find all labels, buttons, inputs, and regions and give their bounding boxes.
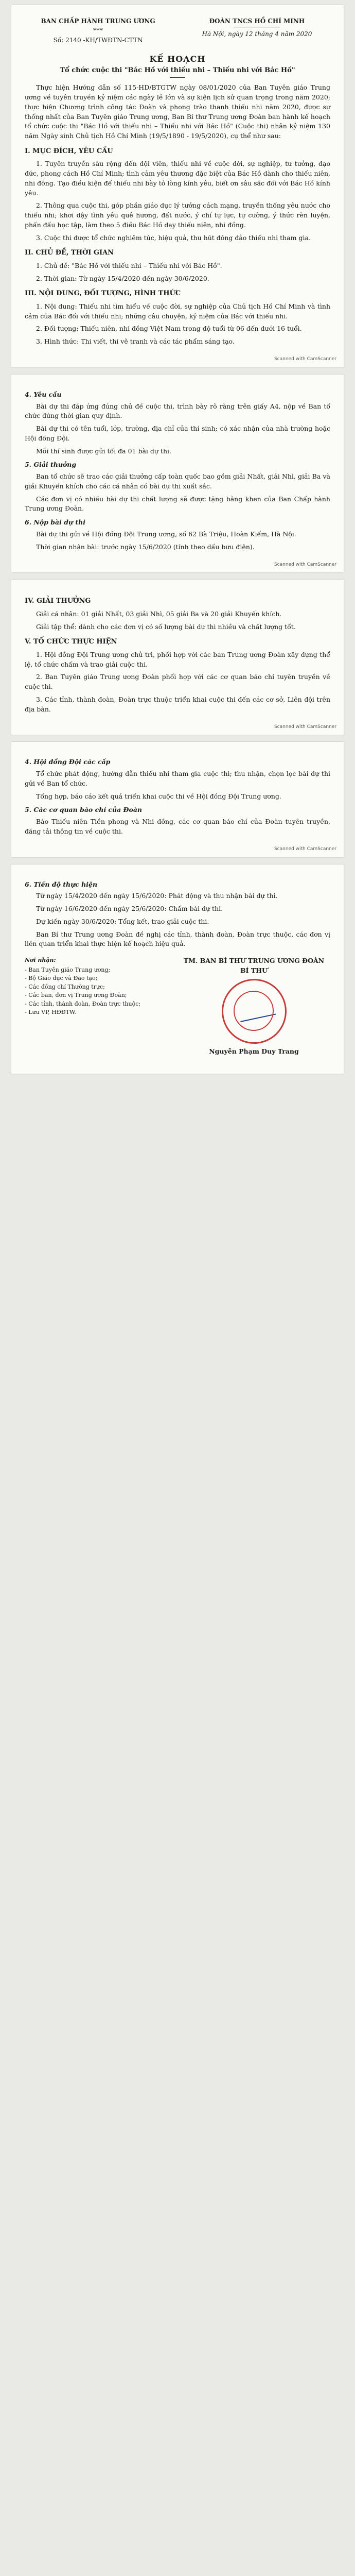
signer-name: Nguyễn Phạm Duy Trang: [209, 1047, 299, 1055]
signature-block: [25, 956, 330, 1056]
section-paragraph: 2. Thông qua cuộc thi, góp phần giáo dục lý tưởng cách mạng, truyền thống yêu nước cho thiếu nhi; khơi dậy tình yêu quê hương, đất nước, ý chí tự lực, tự cường, ý thức rèn luyện, phấn đấu học tập, làm theo 5 điều Bác Hồ dạy thiếu niên, nhi đồng.: [25, 201, 330, 229]
section-paragraph: Dự kiến ngày 30/6/2020: Tổng kết, trao giải cuộc thi.: [36, 917, 209, 925]
recipient-item: - Các ban, đơn vị Trung ương Đoàn;: [25, 992, 127, 998]
document-number: Số: 2140 -KH/TWĐTN-CTTN: [53, 36, 143, 44]
section-heading: V. TỔ CHỨC THỰC HIỆN: [25, 638, 117, 646]
section-paragraph: Các đơn vị có nhiều bài dự thi chất lượng sẽ được tặng bằng khen của Ban Chấp hành Trung ương Đoàn.: [25, 495, 330, 513]
scanner-watermark: Scanned with CamScanner: [274, 562, 336, 567]
section-paragraph: Bài dự thi gửi về Hội đồng Đội Trung ương, số 62 Bà Triệu, Hoàn Kiếm, Hà Nội.: [36, 530, 296, 538]
section-paragraph: Bài dự thi đáp ứng đúng chủ đề cuộc thi, trình bày rõ ràng trên giấy A4, nộp về Ban tổ chức đúng thời gian quy định.: [25, 402, 330, 420]
scanner-watermark: Scanned with CamScanner: [274, 846, 336, 852]
section-paragraph: 1. Hội đồng Đội Trung ương chủ trì, phối hợp với các ban Trung ương Đoàn xây dựng thể lệ, tổ chức chấm và trao giải cuộc thi.: [25, 650, 330, 668]
signer: [177, 956, 330, 1056]
document-title: KẾ HOẠCH: [149, 54, 206, 64]
section-paragraph: Tổ chức phát động, hướng dẫn thiếu nhi tham gia cuộc thi; thu nhận, chọn lọc bài dự thi gửi về Ban tổ chức.: [25, 770, 330, 787]
page-body: [25, 757, 330, 836]
document-header: [25, 16, 330, 45]
section-heading: 4. Yêu cầu: [25, 390, 62, 398]
page-body: [25, 596, 330, 714]
recipients-list: [25, 966, 159, 1017]
official-seal: [222, 979, 287, 1044]
section-heading: 4. Hội đồng Đội các cấp: [25, 758, 111, 766]
intro-paragraph: Thực hiện Hướng dẫn số 115-HD/BTGTW ngày 08/01/2020 của Ban Tuyên giáo Trung ương về tuyên truyền kỷ niệm các ngày lễ lớn và sự kiện lịch sử quan trọng trong năm 2020; thực hiện Chương trình công tác Đoàn và phong trào thanh thiếu nhi năm 2020, được sự thống nhất của Ban Tuyên giáo Trung ương, Ban Bí thư Trung ương Đoàn ban hành kế hoạch tổ chức cuộc thi "Bác Hồ với thiếu nhi – Thiếu nhi với Bác Hồ" (Cuộc thi) nhân kỷ niệm 130 năm Ngày sinh Chủ tịch Hồ Chí Minh (19/5/1890 - 19/5/2020), cụ thể như sau:: [25, 83, 330, 140]
page-body: [25, 880, 330, 950]
section-heading: IV. GIẢI THƯỞNG: [25, 597, 91, 605]
section-heading: III. NỘI DUNG, ĐỐI TƯỢNG, HÌNH THỨC: [25, 290, 181, 298]
section-heading: I. MỤC ĐÍCH, YÊU CẦU: [25, 147, 113, 155]
page-1: [11, 5, 344, 367]
handwritten-signature: [237, 1001, 275, 1022]
recipient-item: - Lưu VP, HĐĐTW.: [25, 1009, 76, 1015]
section-paragraph: 2. Đối tượng: Thiếu niên, nhi đồng Việt Nam trong độ tuổi từ 06 đến dưới 16 tuổi.: [36, 325, 302, 333]
union-name: ĐOÀN TNCS HỒ CHÍ MINH: [209, 18, 305, 25]
header-ornament: ***: [93, 26, 103, 34]
section-paragraph: Báo Thiếu niên Tiền phong và Nhi đồng, các cơ quan báo chí của Đoàn tuyên truyền, đăng tải thông tin về cuộc thi.: [25, 818, 330, 835]
recipients-label: Nơi nhận:: [25, 957, 56, 963]
title-block: [25, 53, 330, 78]
section-heading: 6. Nộp bài dự thi: [25, 518, 85, 526]
section-paragraph: Mỗi thí sinh được gửi tối đa 01 bài dự thi.: [36, 447, 171, 455]
header-left: [25, 16, 171, 45]
recipient-item: - Các tỉnh, thành đoàn, Đoàn trực thuộc;: [25, 1000, 141, 1007]
recipient-item: - Ban Tuyên giáo Trung ương;: [25, 966, 111, 973]
scanner-watermark: Scanned with CamScanner: [274, 724, 336, 730]
page-body: [25, 390, 330, 552]
section-paragraph: Từ ngày 15/4/2020 đến ngày 15/6/2020: Phát động và thu nhận bài dự thi.: [36, 892, 278, 900]
section-paragraph: 1. Chủ đề: "Bác Hồ với thiếu nhi – Thiếu nhi với Bác Hồ".: [36, 261, 222, 269]
title-divider: [170, 77, 185, 78]
page-2: [11, 375, 344, 573]
section-paragraph: Thời gian nhận bài: trước ngày 15/6/2020 (tính theo dấu bưu điện).: [36, 543, 255, 551]
recipients: [25, 956, 159, 1056]
page-body: [25, 83, 330, 347]
document-date: Hà Nội, ngày 12 tháng 4 năm 2020: [202, 30, 312, 38]
section-paragraph: 2. Ban Tuyên giáo Trung ương Đoàn phối hợp với các cơ quan báo chí tuyên truyền về cuộc thi.: [25, 673, 330, 690]
section-paragraph: Ban Bí thư Trung ương Đoàn đề nghị các tỉnh, thành đoàn, Đoàn trực thuộc, các đơn vị liên quan triển khai thực hiện kế hoạch hiệu quả.: [25, 930, 330, 948]
section-paragraph: 3. Hình thức: Thi viết, thi vẽ tranh và các tác phẩm sáng tạo.: [36, 337, 235, 345]
document-subtitle: Tổ chức cuộc thi "Bác Hồ với thiếu nhi – Thiếu nhi với Bác Hồ": [60, 66, 295, 74]
page-4: [11, 742, 344, 857]
section-paragraph: 2. Thời gian: Từ ngày 15/4/2020 đến ngày 30/6/2020.: [36, 274, 209, 282]
section-paragraph: Bài dự thi có tên tuổi, lớp, trường, địa chỉ của thí sinh; có xác nhận của nhà trường hoặc Hội đồng Đội.: [25, 425, 330, 442]
signer-authority: TM. BAN BÍ THƯ TRUNG ƯƠNG ĐOÀN: [183, 957, 325, 964]
section-paragraph: 3. Cuộc thi được tổ chức nghiêm túc, hiệu quả, thu hút đông đảo thiếu nhi tham gia.: [36, 233, 311, 242]
recipient-item: - Các đồng chí Thường trực;: [25, 983, 105, 990]
header-right: [184, 16, 330, 45]
section-paragraph: Giải cá nhân: 01 giải Nhất, 03 giải Nhì, 05 giải Ba và 20 giải Khuyến khích.: [36, 609, 282, 618]
section-heading: II. CHỦ ĐỀ, THỜI GIAN: [25, 249, 114, 257]
recipient-item: - Bộ Giáo dục và Đào tạo;: [25, 975, 98, 981]
section-paragraph: 1. Nội dung: Thiếu nhi tìm hiểu về cuộc đời, sự nghiệp của Chủ tịch Hồ Chí Minh và tình cảm của Bác đối với thiếu nhi; những câu chuyện, kỷ niệm của Bác với thiếu nhi.: [25, 302, 330, 320]
section-paragraph: Giải tập thể: dành cho các đơn vị có số lượng bài dự thi nhiều và chất lượng tốt.: [36, 622, 296, 631]
section-heading: 5. Các cơ quan báo chí của Đoàn: [25, 806, 143, 814]
section-paragraph: Tổng hợp, báo cáo kết quả triển khai cuộc thi về Hội đồng Đội Trung ương.: [36, 792, 281, 800]
section-paragraph: Từ ngày 16/6/2020 đến ngày 25/6/2020: Chấm bài dự thi.: [36, 905, 223, 912]
section-heading: 6. Tiến độ thực hiện: [25, 880, 98, 888]
section-paragraph: 1. Tuyên truyền sâu rộng đến đội viên, thiếu nhi về cuộc đời, sự nghiệp, tư tưởng, đạo đức, phong cách Hồ Chí Minh; tình cảm yêu thương đặc biệt của Bác Hồ dành cho thiếu niên, nhi đồng. Tạo điều kiện để thiếu nhi bày tỏ lòng kính yêu, biết ơn sâu sắc đối với Bác Hồ kính yêu.: [25, 160, 330, 197]
section-paragraph: 3. Các tỉnh, thành đoàn, Đoàn trực thuộc triển khai cuộc thi đến các cơ sở, Liên đội trên địa bàn.: [25, 695, 330, 713]
scanner-watermark: Scanned with CamScanner: [274, 357, 336, 362]
issuing-organization: BAN CHẤP HÀNH TRUNG ƯƠNG: [41, 18, 155, 25]
document: [0, 5, 355, 1074]
section-paragraph: Ban tổ chức sẽ trao các giải thưởng cấp toàn quốc bao gồm giải Nhất, giải Nhì, giải Ba và giải Khuyến khích cho các cá nhân có bài dự thi xuất sắc.: [25, 472, 330, 490]
page-5: [11, 865, 344, 1074]
page-3: [11, 580, 344, 735]
section-heading: 5. Giải thưởng: [25, 461, 77, 469]
signer-position: BÍ THƯ: [240, 966, 268, 974]
